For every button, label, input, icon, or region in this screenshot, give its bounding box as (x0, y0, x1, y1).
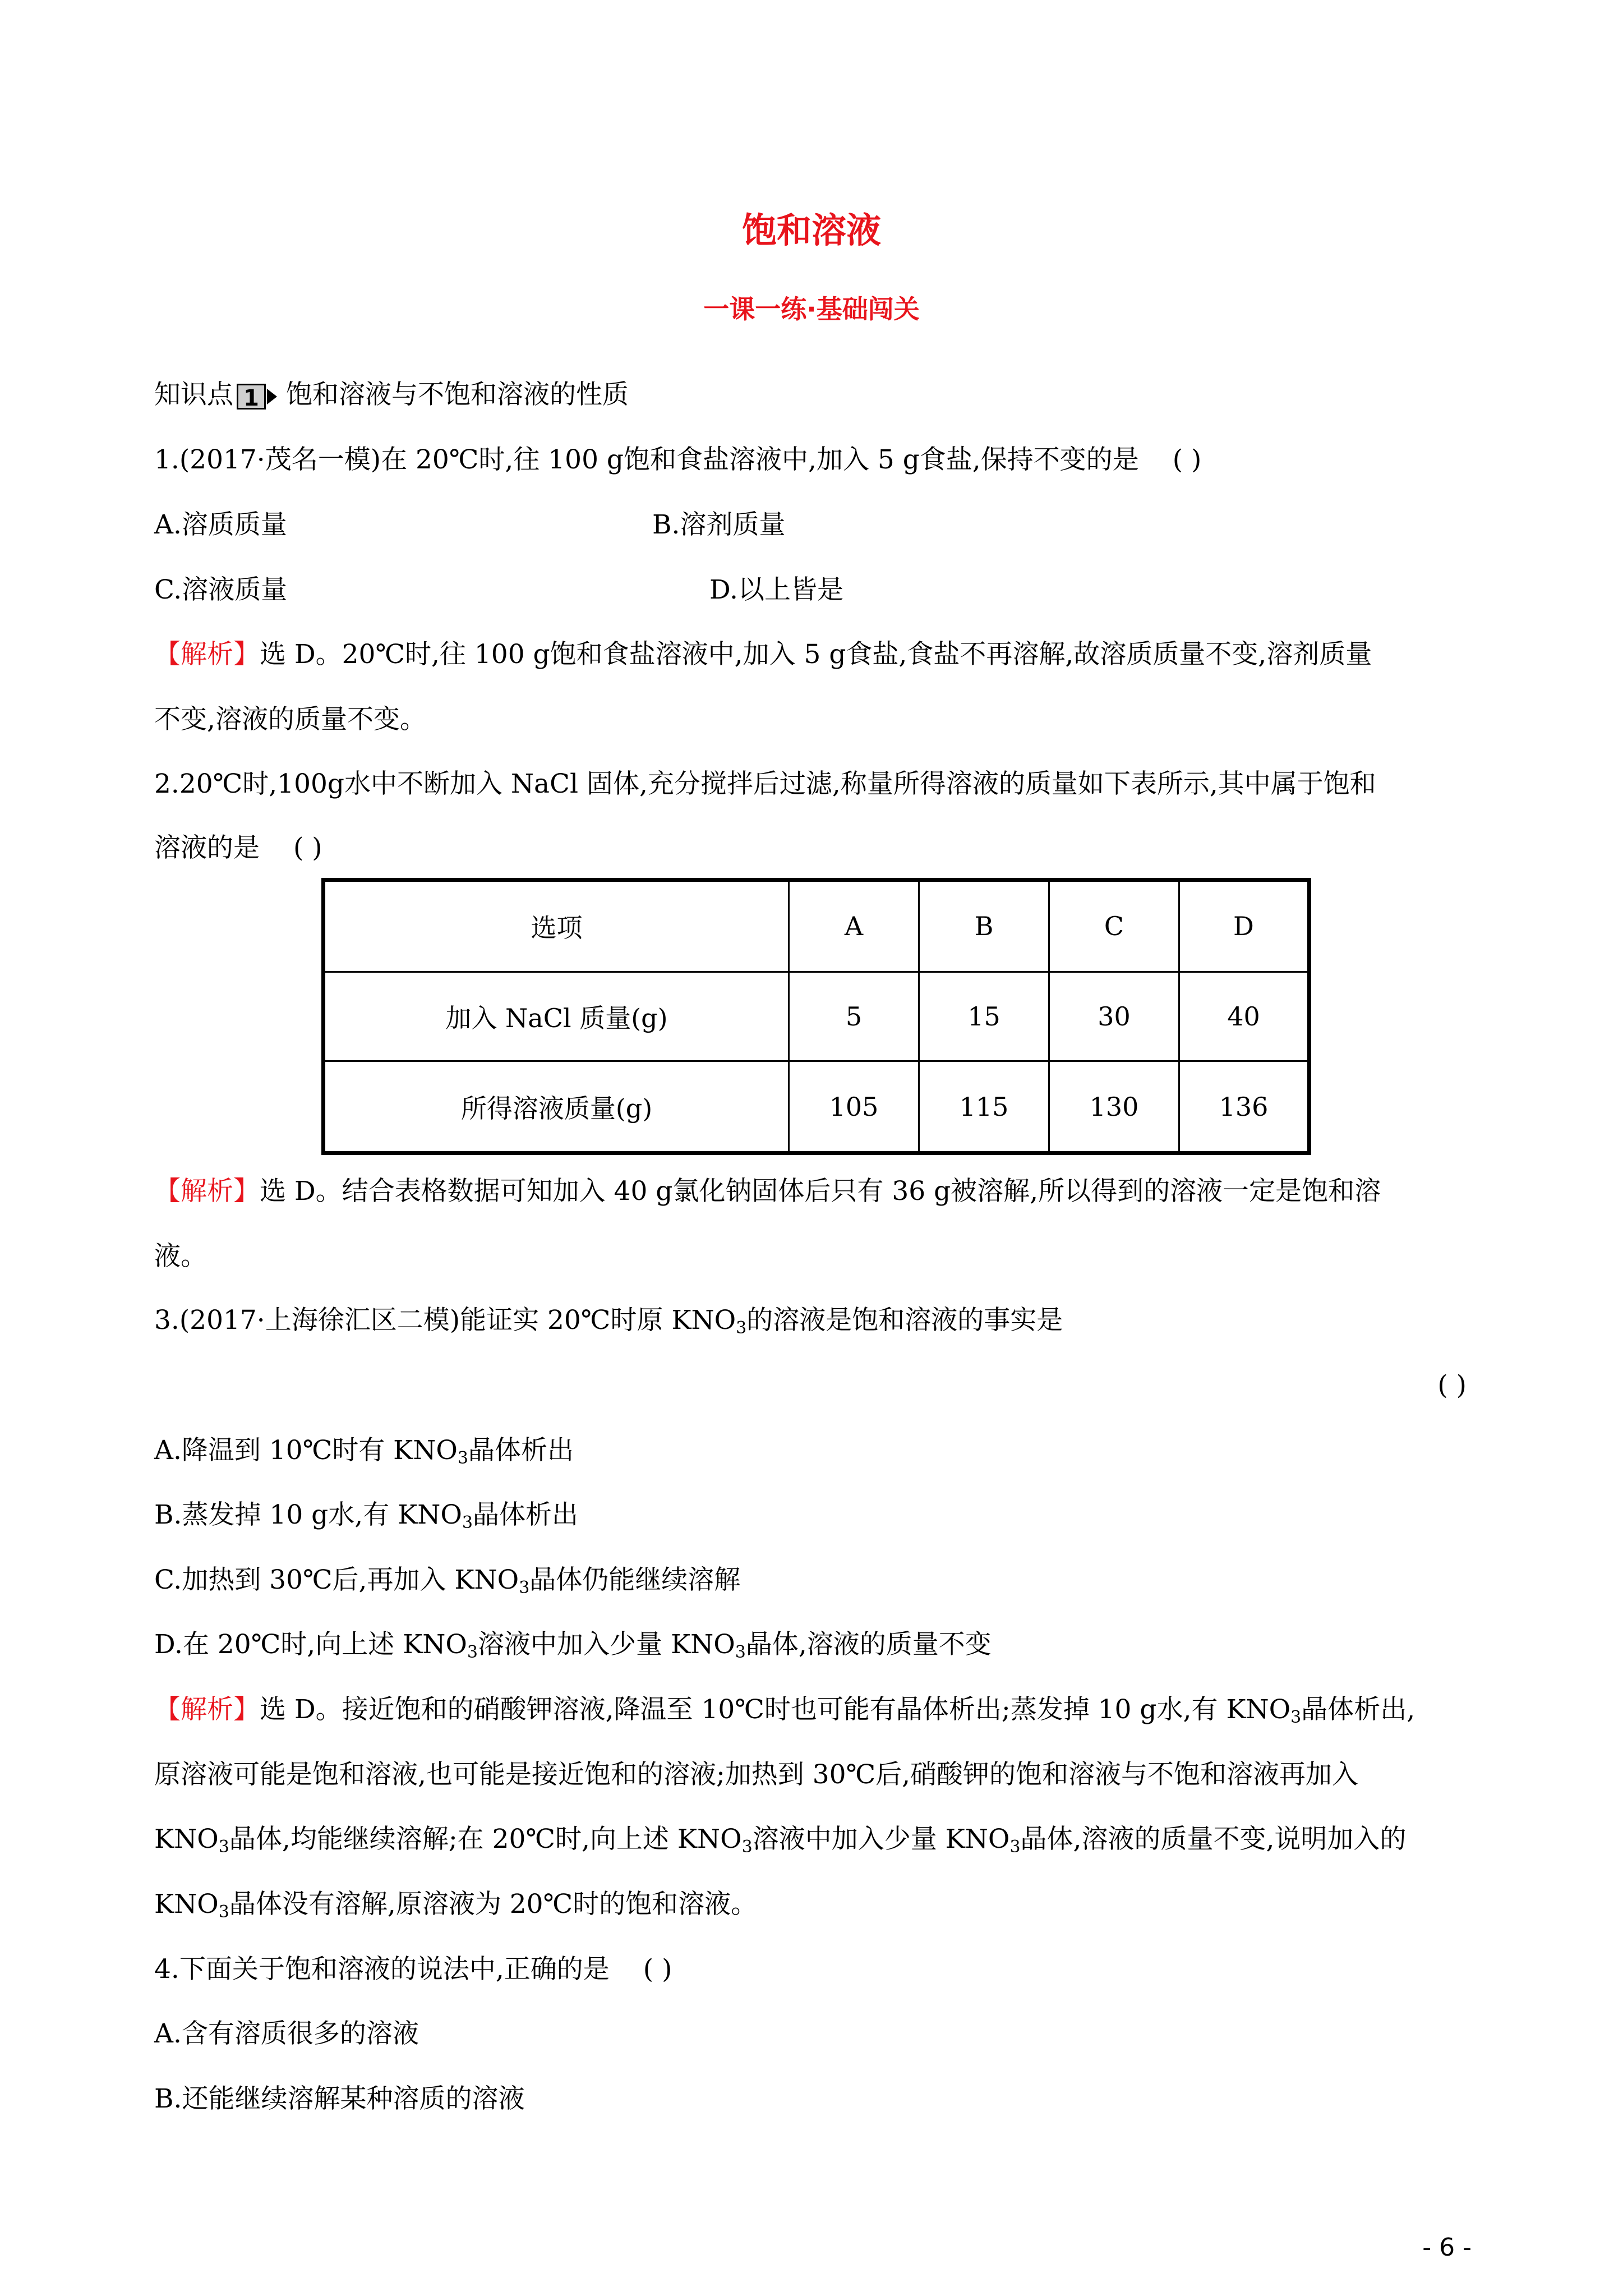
option-c: C.溶液质量 (154, 574, 288, 605)
question-1-analysis: 【解析】选 D。20℃时,往 100 g饱和食盐溶液中,加入 5 g食盐,食盐不再溶解,故溶质质量不变,溶剂质量 (154, 639, 1372, 670)
analysis-label: 【解析】 (154, 639, 260, 670)
question-3-option-b: B.蒸发掉 10 g水,有 $KNO_3$晶体析出 (154, 1499, 578, 1533)
triangle-right-icon (267, 389, 277, 404)
option-a: A.溶质质量 (154, 509, 287, 540)
table-cell: 136 (1179, 1061, 1310, 1153)
table-header-cell: C (1049, 880, 1179, 972)
nacl-data-table (321, 878, 1311, 1155)
table-cell: 30 (1049, 972, 1179, 1061)
knowledge-point-text: 饱和溶液与不饱和溶液的性质 (286, 379, 629, 410)
answer-blank: ( ) (293, 832, 322, 863)
table-cell: 加入 NaCl 质量(g) (324, 972, 789, 1061)
option-d: D.以上皆是 (709, 574, 843, 605)
question-4-option-b: B.还能继续溶解某种溶质的溶液 (154, 2083, 525, 2114)
question-3-option-a: A.降温到 10℃时有 $KNO_3$晶体析出 (154, 1435, 574, 1468)
question-1-analysis-cont: 不变,溶液的质量不变。 (154, 704, 426, 735)
option-b: B.溶剂质量 (652, 509, 786, 540)
table-header-cell: D (1179, 880, 1310, 972)
answer-blank: ( ) (1437, 1370, 1467, 1401)
analysis-label: 【解析】 (154, 1176, 260, 1207)
table-cell: 5 (789, 972, 919, 1061)
table-cell: 130 (1049, 1061, 1179, 1153)
question-1-options-row1 (154, 509, 1483, 540)
table-row (324, 1061, 1310, 1153)
table-header-row (324, 880, 1310, 972)
question-3-analysis-line2: 原溶液可能是饱和溶液,也可能是接近饱和的溶液;加热到 30℃后,硝酸钾的饱和溶液与不饱和溶液再加入 (154, 1759, 1359, 1790)
question-1-options-row2 (154, 574, 1483, 605)
question-3-analysis-line3: $KNO_3$晶体,均能继续溶解;在 20℃时,向上述 $KNO_3$溶液中加入少量 $KNO_3$晶体,溶液的质量不变,说明加入的 (154, 1824, 1407, 1857)
table-cell: 105 (789, 1061, 919, 1153)
question-3-analysis: 【解析】选 D。接近饱和的硝酸钾溶液,降温至 10℃时也可能有晶体析出;蒸发掉 10 g水,有 $KNO_3$晶体析出, (154, 1694, 1415, 1727)
page-number: - 6 - (1422, 2233, 1472, 2262)
question-4-stem: 4.下面关于饱和溶液的说法中,正确的是 ( ) (154, 1954, 672, 1985)
question-3-option-d: D.在 20℃时,向上述 $KNO_3$溶液中加入少量 $KNO_3$晶体,溶液的质量不变 (154, 1629, 992, 1662)
table-header-cell: B (919, 880, 1049, 972)
table-cell: 所得溶液质量(g) (324, 1061, 789, 1153)
question-2-stem: 2.20℃时,100g水中不断加入 NaCl 固体,充分搅拌后过滤,称量所得溶液的质量如下表所示,其中属于饱和 (154, 769, 1376, 799)
question-3-option-c: C.加热到 30℃后,再加入 $KNO_3$晶体仍能继续溶解 (154, 1565, 741, 1598)
table-header-cell: 选项 (324, 880, 789, 972)
question-3-stem: 3.(2017·上海徐汇区二模)能证实 20℃时原 $KNO_3$的溶液是饱和溶液的事实是 (154, 1305, 1063, 1338)
page-subtitle: 一课一练·基础闯关 (703, 294, 920, 324)
question-1-stem: 1.(2017·茂名一模)在 20℃时,往 100 g饱和食盐溶液中,加入 5 g食盐,保持不变的是 ( ) (154, 444, 1202, 475)
question-2-analysis-cont: 液。 (154, 1241, 207, 1272)
table-cell: 40 (1179, 972, 1310, 1061)
knowledge-point-number-badge: 1 (237, 384, 266, 409)
table-header-cell: A (789, 880, 919, 972)
knowledge-point-prefix: 知识点 (154, 379, 233, 410)
knowledge-point-heading (154, 381, 1483, 409)
question-4-option-a: A.含有溶质很多的溶液 (154, 2018, 419, 2049)
question-2-analysis: 【解析】选 D。结合表格数据可知加入 40 g氯化钠固体后只有 36 g被溶解,所以得到的溶液一定是饱和溶 (154, 1176, 1381, 1207)
page-title: 饱和溶液 (741, 210, 881, 251)
table-cell: 115 (919, 1061, 1049, 1153)
table-cell: 15 (919, 972, 1049, 1061)
answer-blank: ( ) (643, 1954, 672, 1985)
question-3-analysis-line4: $KNO_3$晶体没有溶解,原溶液为 20℃时的饱和溶液。 (154, 1889, 758, 1922)
answer-blank: ( ) (1172, 444, 1202, 475)
table-row (324, 972, 1310, 1061)
question-2-stem-cont: 溶液的是 ( ) (154, 832, 322, 863)
analysis-label: 【解析】 (154, 1694, 260, 1725)
